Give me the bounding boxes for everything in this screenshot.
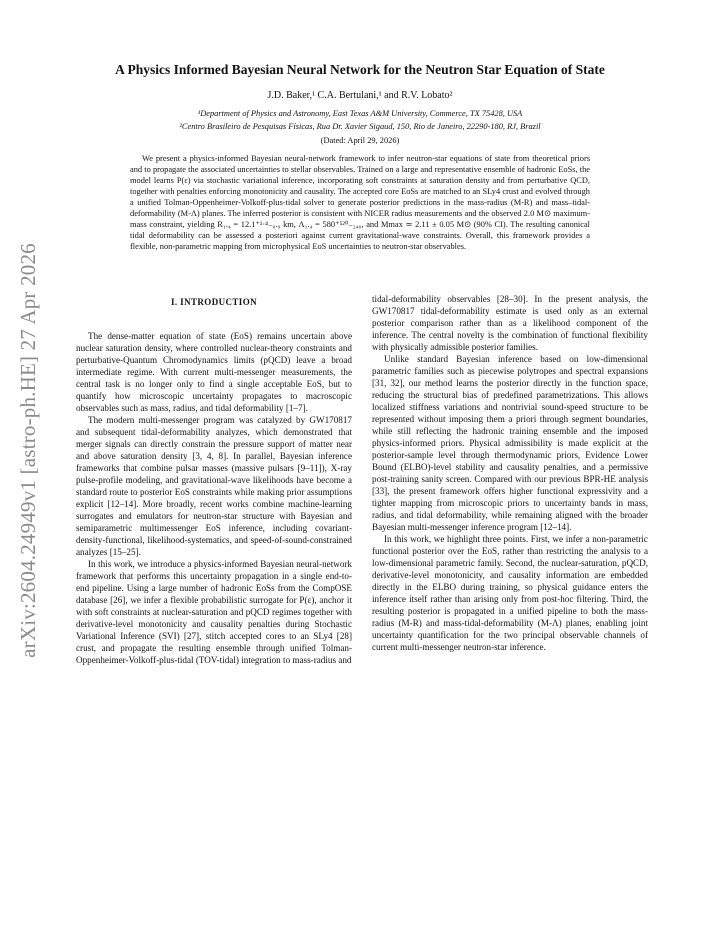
affiliation-2: ²Centro Brasileiro de Pesquisas Físicas, Rua Dr. Xavier Sigaud, 150, Rio de Janeiro, 22290-180, RJ, Brazil <box>179 122 541 131</box>
date-line: (Dated: April 29, 2026) <box>320 136 400 145</box>
arxiv-id-text: arXiv:2604.24949v1 [astro-ph.HE] 27 Apr 2026 <box>15 242 40 658</box>
right-column <box>372 293 648 653</box>
intro-paragraph-3: In this work, we introduce a physics-informed Bayesian neural-network framework that performs this uncertainty propagation in a single end-to-end pipeline. Using a large number of hadronic EoSs from the CompOSE database [26], we infer a flexible probabilistic surrogate for P(ε), anchor it with soft constraints at nuclear-saturation and pQCD regimes together with derivative-level monotonicity and causality penalties during Stochastic Variational Inference (SVI) [27], stitch accepted cores to an SLy4 [28] crust, and propagate the resulting ensemble through unified Tolman-Oppenheimer-Volkoff-plus-tidal (TOV-tidal) integration to mass-radius and <box>76 559 352 665</box>
abstract: We present a physics-informed Bayesian neural-network framework to infer neutron-star equations of state from theoretical priors and to propagate the associated uncertainties to stellar observables. Trained on a large and representative ensemble of hadronic EoSs, the model learns P(ε) via stochastic variational inference, incorporating soft constraints at saturation density and from perturbative QCD, together with penalties enforcing monotonicity and causality. The accepted core EoSs are matched to an SLy4 crust and evolved through a unified Tolman-Oppenheimer-Volkoff-plus-tidal solver to generate posterior predictions in the mass-radius (M-R) and mass–tidal-deformability (M-Λ) planes. The inferred posterior is consistent with NICER radius measurements and the observed 2.0 M⊙ maximum-mass constraint, yielding R₁.₄ = 12.1⁺¹·⁴₋₀.₉ km, Λ₁.₄ = 580⁺⁵²⁰₋₂₄₀, and Mmax ≃ 2.11 ± 0.05 M⊙ (90% CI). The resulting canonical tidal deformability can be assessed a posteriori against current gravitational-wave constraints. Overall, this framework provides a flexible, non-parametric mapping from microphysical EoS uncertainties to neutron-star observables. <box>130 154 590 251</box>
left-column <box>76 296 352 666</box>
section-heading: I. INTRODUCTION <box>170 297 257 307</box>
intro-paragraph-1: The dense-matter equation of state (EoS) remains uncertain above nuclear saturation density, where controlled nuclear-theory constraints and perturbative-Quantum Chromodynamics limits (pQCD) leave a broad intermediate regime. With current multi-messenger measurements, the central task is no longer only to find a single acceptable EoS, but to quantify how microscopic uncertainty propagates to macroscopic observables such as mass, radius, and tidal deformability [1–7]. <box>76 331 352 413</box>
affiliation-1: ¹Department of Physics and Astronomy, East Texas A&M University, Commerce, TX 75428, USA <box>197 109 523 118</box>
intro-paragraph-3-continued: tidal-deformability observables [28–30]. In the present analysis, the GW170817 tidal-deformability estimate is used only as an external posterior comparison rather than as a likelihood component of the inference. The central novelty is the combination of functional flexibility with physically admissible posterior families. <box>372 294 648 352</box>
intro-paragraph-2: The modern multi-messenger program was catalyzed by GW170817 and subsequent tidal-deformability analyzes, which demonstrated that merger signals can directly constrain the pressure support of matter near and above saturation density [3, 4, 8]. In parallel, Bayesian inference frameworks that combine pulsar masses (massive pulsars [9–11]), X-ray pulse-profile modeling, and gravitational-wave likelihoods have become a standard route to posterior EoS constraints while making prior assumptions explicit [12–14]. More broadly, recent works combine machine-learning surrogates and emulators for neutron-star structure with Bayesian and semiparametric multimessenger EoS inference, including covariant-density-functional, likelihood-systematics, and speed-of-sound-constrained analyzes [15–25]. <box>76 415 352 557</box>
intro-paragraph-5: In this work, we highlight three points. First, we infer a non-parametric functional posterior over the EoS, rather than restricting the analysis to a low-dimensional parametric family. Second, the nuclear-saturation, pQCD, derivative-level monotonicity, and causality information are embedded directly in the ELBO during training, so physical guidance enters the inference itself rather than arising only from post-hoc filtering. Third, the resulting posterior is propagated in a unified pipeline to both the mass-radius (M-R) and mass-tidal-deformability (M-Λ) planes, enabling joint uncertainty quantification for the two principal observable channels of current multi-messenger neutron-star inference. <box>372 534 648 652</box>
paper-title: A Physics Informed Bayesian Neural Network for the Neutron Star Equation of State <box>115 62 605 77</box>
intro-paragraph-4: Unlike standard Bayesian inference based on low-dimensional parametric families such as piecewise polytropes and spectral expansions [31, 32], our method learns the posterior directly in the function space, reducing the structural bias of predefined parametrizations. This allows localized stiffness variations and nontrivial sound-speed structure to be represented without imposing them a priori through segment boundaries, while still reflecting the hadronic training ensemble and the imposed physics-informed priors. Physical admissibility is made explicit at the posterior-sample level through thermodynamic priors, Evidence Lower Bound (ELBO)-level stability and causality penalties, and a permissive post-training sanity screen. Compared with our previous BPR-HE analysis [33], the present framework offers higher functional expressivity and a tighter mapping from microscopic priors to uncertainty bands in mass, radius, and tidal deformability, while remaining aligned with the broader Bayesian multi-messenger inference program [12–14]. <box>372 354 648 532</box>
author-list: J.D. Baker,¹ C.A. Bertulani,¹ and R.V. Lobato² <box>267 90 453 101</box>
arxiv-watermark <box>8 230 48 670</box>
